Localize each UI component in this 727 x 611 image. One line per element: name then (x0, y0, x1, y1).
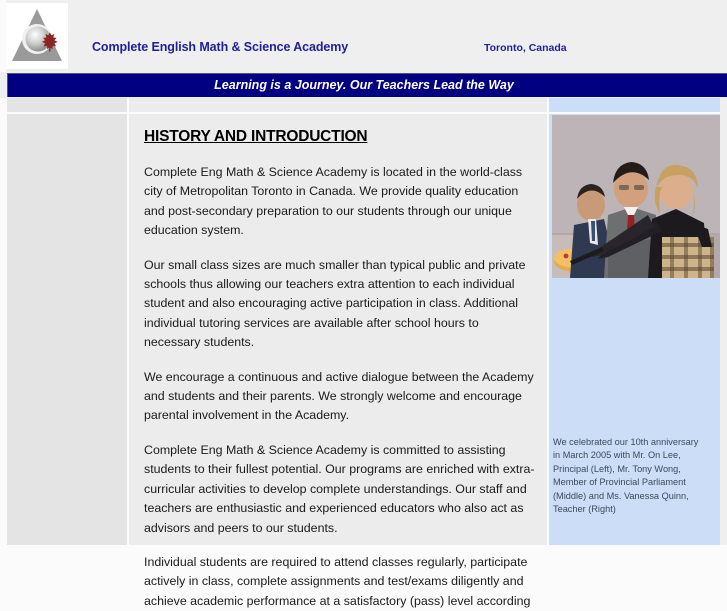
sidebar-right (549, 114, 720, 545)
main-content (138, 114, 548, 608)
anniversary-photo (552, 115, 720, 278)
brand-location: Toronto, Canada (484, 42, 567, 54)
sidebar-right-spacer (549, 98, 720, 112)
tagline-text: Learning is a Journey. Our Teachers Lead the Way (214, 78, 514, 92)
photo-caption: We celebrated our 10th anniversary in March 2005 with Mr. On Lee, Principal (Left), Mr. Tony Wong, Member of Provincial Parliament (Middle) and Ms. Vanessa Quinn, Teacher (Right) (553, 437, 699, 515)
site-logo[interactable] (6, 3, 68, 69)
sidebar-left (7, 114, 127, 545)
paragraph: Complete Eng Math & Science Academy is located in the world-class city of Metropolitan Toronto in Canada. We provide quality education and post-secondary preparation to our students through our unique education system. (144, 165, 523, 238)
column-gap (129, 114, 138, 545)
paragraph: Our small class sizes are much smaller than typical public and private schools thus allowing our teachers extra attention to each individual student and also encouraging active participation in class. Additional individual tutoring services are available after school hours to necessary students. (144, 257, 526, 350)
column-gap-spacer (129, 98, 138, 112)
paragraph: Complete Eng Math & Science Academy is committed to assisting students to their fullest potential. Our programs are enriched with extra-curricular activities to develop complete understandings. Our staff and teachers are enthusiastic and experienced educators who also act as advisors and peers to our students. (144, 442, 535, 535)
paragraph: Individual students are required to attend classes regularly, participate actively in class, complete assignments and test/exams diligently and achieve academic performance at a satisfactory (pass) level according (144, 554, 531, 608)
masthead (0, 0, 727, 72)
paragraph: We encourage a continuous and active dialogue between the Academy and students and their parents. We strongly welcome and encourage parental involvement in the Academy. (144, 369, 534, 423)
sidebar-right-margin (720, 98, 727, 545)
page-title: HISTORY AND INTRODUCTION (144, 128, 368, 145)
brand-name: Complete English Math & Science Academy (92, 40, 349, 54)
cake-cutting-photo-image (552, 115, 720, 278)
sidebar-left-spacer (7, 98, 127, 112)
body-area (0, 98, 727, 608)
triangle-sphere-maple-leaf-icon (6, 3, 68, 69)
tagline-banner (0, 72, 727, 98)
tagline-bar (7, 73, 727, 97)
main-content-spacer (138, 98, 548, 112)
